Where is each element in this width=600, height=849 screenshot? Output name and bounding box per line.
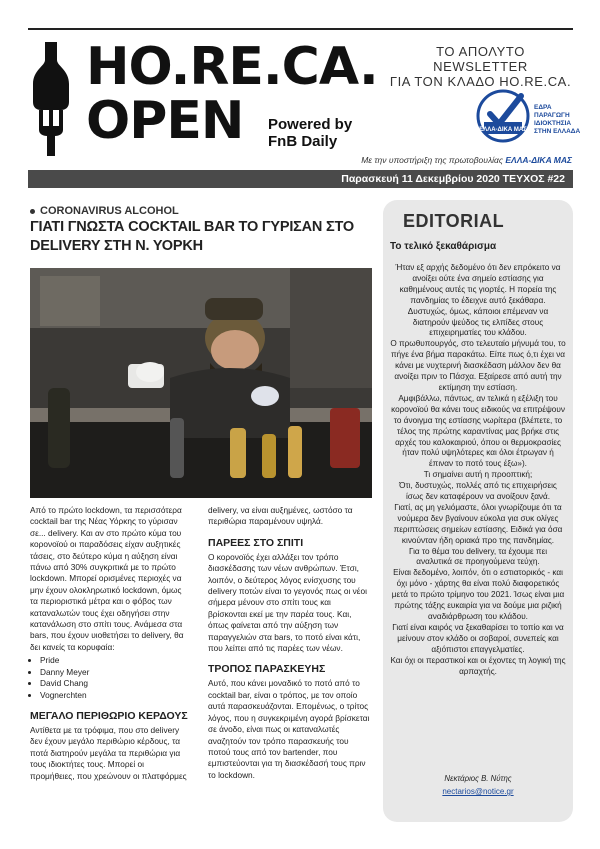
ella-caption-2: ΠΑΡΑΓΩΓΗ <box>534 112 570 119</box>
ella-caption-3: ΙΔΙΟΚΤΗΣΙΑ <box>534 120 572 127</box>
editorial-body <box>390 263 566 677</box>
editorial-email-link[interactable]: nectarios@notice.gr <box>442 787 514 796</box>
tagline <box>388 44 573 89</box>
powered-line-1: Powered by <box>268 116 353 133</box>
article-kicker: CORONAVIRUS ALCOHOL <box>30 205 179 217</box>
support-name: ΕΛΛΑ-ΔΙΚΑ ΜΑΣ <box>505 155 572 165</box>
editorial-paragraph: Ο πρωθυπουργός, στο τελευταίο μήνυμά του, το πήγε ένα βήμα παρακάτω. Είπε πως ό,τι έχει να κάνει με νυχτερινή διασκέδαση μάλλον δεν θα ανοίξει πριν το Πάσχα. Εξαίρεσε από αυτή την εκτίμηση την εστίαση. <box>390 339 566 392</box>
brand-line-2: OPEN <box>86 91 244 151</box>
article-column-2 <box>208 505 372 781</box>
powered-by <box>268 116 352 150</box>
bottle-fork-logo-icon <box>28 40 74 158</box>
article-title: ΓΙΑΤΙ ΓΝΩΣΤΑ COCKTAIL BAR ΤΟ ΓΥΡΙΣΑΝ ΣΤΟ DELIVERY ΣΤΗ Ν. ΥΟΡΚΗ <box>30 219 354 254</box>
article-column-1 <box>30 505 188 782</box>
editorial-subtitle: Το τελικό ξεκαθάρισμα <box>390 241 497 252</box>
bar-list <box>30 655 188 701</box>
ella-caption <box>534 104 580 136</box>
ella-caption-4: ΣΤΗΝ ΕΛΛΑΔΑ <box>534 128 581 135</box>
list-item: • Vognerchten <box>40 690 188 701</box>
section-heading-parees: ΠΑΡΕΕΣ ΣΤΟ ΣΠΙΤΙ <box>208 536 304 549</box>
editorial-paragraph: Τι σημαίνει αυτή η προοπτική; <box>423 470 533 480</box>
article-paragraph: Από το πρώτο lockdown, τα περισσότερα cocktail bar της Νέας Υόρκης το γύρισαν σε... delivery. Και αν στο πρώτο κύμα του κορονοϊού οι παραδόσεις είχαν αυξητικές τάσεις, στο δεύτερο κύμα η αύξηση είναι πάνω από 30% συγκριτικά με το πρώτο lockdown. Μπορεί ορισμένες περιοχές να μην έχουν ολοκληρωτικό lockdown, όμως τα περιοριστικά μέτρα και ο φόβος των καταναλωτών τους έχει οδηγήσει στην κατανάλωση στο σπίτι τους. Ανάμεσα στα bars, που έχουν υιοθετήσει το delivery, θα δει κανείς τα κορυφαία: <box>30 505 184 652</box>
brand-line-1: HO.RE.CA. <box>86 37 378 97</box>
support-line <box>310 155 572 165</box>
editorial-title: EDITORIAL <box>403 211 505 231</box>
list-item: • Pride <box>40 655 188 666</box>
list-item: • David Chang <box>40 678 188 689</box>
article-paragraph: Ο κορονοϊός έχει αλλάξει τον τρόπο διασκέδασης των νέων ανθρώπων. Έτσι, λοιπόν, ο δεύτερος λόγος ενίσχυσης του delivery ποτών είναι το γεγονός πως οι νέοι σήμερα μένουν στο σπίτι τους και βρίσκονται εκεί με την παρέα τους. Και, όπως φαίνεται από την αύξηση των παραγγελιών στα bars, το ποτό είναι κάτι, που λείπει από τις παρέες των νέων. <box>208 551 367 654</box>
section-heading-prep: ΤΡΟΠΟΣ ΠΑΡΑΣΚΕΥΗΣ <box>208 663 326 676</box>
ella-caption-1: ΕΔΡΑ <box>534 104 552 111</box>
bartender-photo <box>30 268 372 498</box>
date-issue-bar <box>28 170 573 188</box>
editorial-signature: Νεκτάριος Β. Νύτης <box>444 774 512 783</box>
article-paragraph: Αυτό, που κάνει μοναδικό το ποτό από το cocktail bar, είναι ο τρόπος, με τον οποίο αυτά παρασκευάζονται. Επομένως, ο τρίτος λόγος, που η συγκεκριμένη αγορά βρίσκεται σε άνοδο, είναι πως οι καταναλωτές αναζητούν τον τρόπο παρασκευής του ποτού τους από τον bartender, που εμπιστεύονται για τη διασκέδασή τους πριν το lockdown. <box>208 678 370 780</box>
tagline-line-2: ΓΙΑ ΤΟΝ ΚΛΑΔΟ HO.RE.CA. <box>389 74 572 89</box>
editorial-paragraph: Ήταν εξ αρχής δεδομένο ότι δεν επρόκειτο να ανοίξει ούτε ένα σημείο εστίασης για καθημένους αυτές τις γιορτές. Η πορεία της πανδημίας το έδειχνε αυτό ξεκάθαρα. Δυστυχώς, όμως, κάποιοι επέμεναν να διατηρούν ψεύδος τις ελπίδες στους επιχειρηματίες του κλάδου. <box>395 263 561 338</box>
date-issue: Παρασκευή 11 Δεκεμβρίου 2020 ΤΕΥΧΟΣ #22 <box>341 173 565 185</box>
editorial-paragraph: Αμφιβάλλω, πάντως, αν τελικά η εξέλιξη του κορονοϊού θα κάνει τους ειδικούς να επιτρέψουν το άνοιγμα της εστίασης νωρίτερα (βλέπετε, το τέλος της πρώτης καραντίνας μας βρήκε στις αρχές του καλοκαιριού, όπου οι θερμοκρασίες ήταν πολύ υψηλότερες και όλοι έτρωγαν ή έπιναν το ποτό τους έξω»). <box>391 393 565 469</box>
editorial-paragraph: Είναι δεδομένο, λοιπόν, ότι ο εστιατορικός - και όχι μόνο - χάρτης θα είναι πολύ διαφορετικός μετά το πρώτο τρίμηνο του 2021. Ίσως είναι μια πρώτης τάξης ευκαιρία για να δούμε μια ριζική αναδιάρθρωση του κλάδου. <box>391 568 565 621</box>
powered-line-2: FnB Daily <box>268 133 338 150</box>
support-prefix: Με την υποστήριξη της πρωτοβουλίας <box>361 155 504 165</box>
top-rule <box>28 28 573 30</box>
editorial-paragraph: Γιατί είναι καιρός να ξεκαθαρίσει το τοπίο και να μείνουν στον κλάδο οι σοβαροί, συνεπείς και αξιόπιστοι επαγγελματίες. <box>392 622 564 654</box>
list-item: • Danny Meyer <box>40 667 188 678</box>
ella-logo-text: ΕΛΛΑ-ΔΙΚΑ ΜΑΣ <box>479 127 527 133</box>
tagline-line-1: ΤΟ ΑΠΟΛΥΤΟ NEWSLETTER <box>433 44 528 74</box>
section-heading-profit: ΜΕΓΑΛΟ ΠΕΡΙΘΩΡΙΟ ΚΕΡΔΟΥΣ <box>30 709 188 722</box>
article-paragraph: Αντίθετα με τα τρόφιμα, που στο delivery δεν έχουν μεγάλο περιθώριο κέρδους, τα ποτά διατηρούν μεγάλα τα περιθώρια για τους ιδιοκτήτες τους. Μπορεί οι προμήθειες, που χρεώνουν οι πλατφόρμες <box>30 724 187 781</box>
editorial-paragraph: Και όχι οι περαστικοί και οι έχοντες τη λογική της αρπαχτής. <box>390 655 566 676</box>
editorial-paragraph: Για το θέμα του delivery, τα έχουμε πει αναλυτικά σε προηγούμενα τεύχη. <box>408 546 548 567</box>
editorial-paragraph: Γιατί, ας μη γελιόμαστε, όλοι γνωρίζουμε ότι τα νούμερα δεν βγαίνουν εύκολα για συκ ολίγες περιπτώσεις σημείων εστίασης. Ειδικά για όσα κινούνταν ήδη οριακά προ της πανδημίας. <box>393 502 563 545</box>
article-paragraph: delivery, να είναι αυξημένες, ωστόσο τα περιθώρια παραμένουν υψηλά. <box>208 505 353 527</box>
editorial-paragraph: Ότι, δυστυχώς, πολλές από τις επιχειρήσεις ίσως δεν καταφέρουν να ανοίξουν ξανά. <box>399 481 557 502</box>
ella-dika-mas-logo-icon <box>476 84 530 144</box>
